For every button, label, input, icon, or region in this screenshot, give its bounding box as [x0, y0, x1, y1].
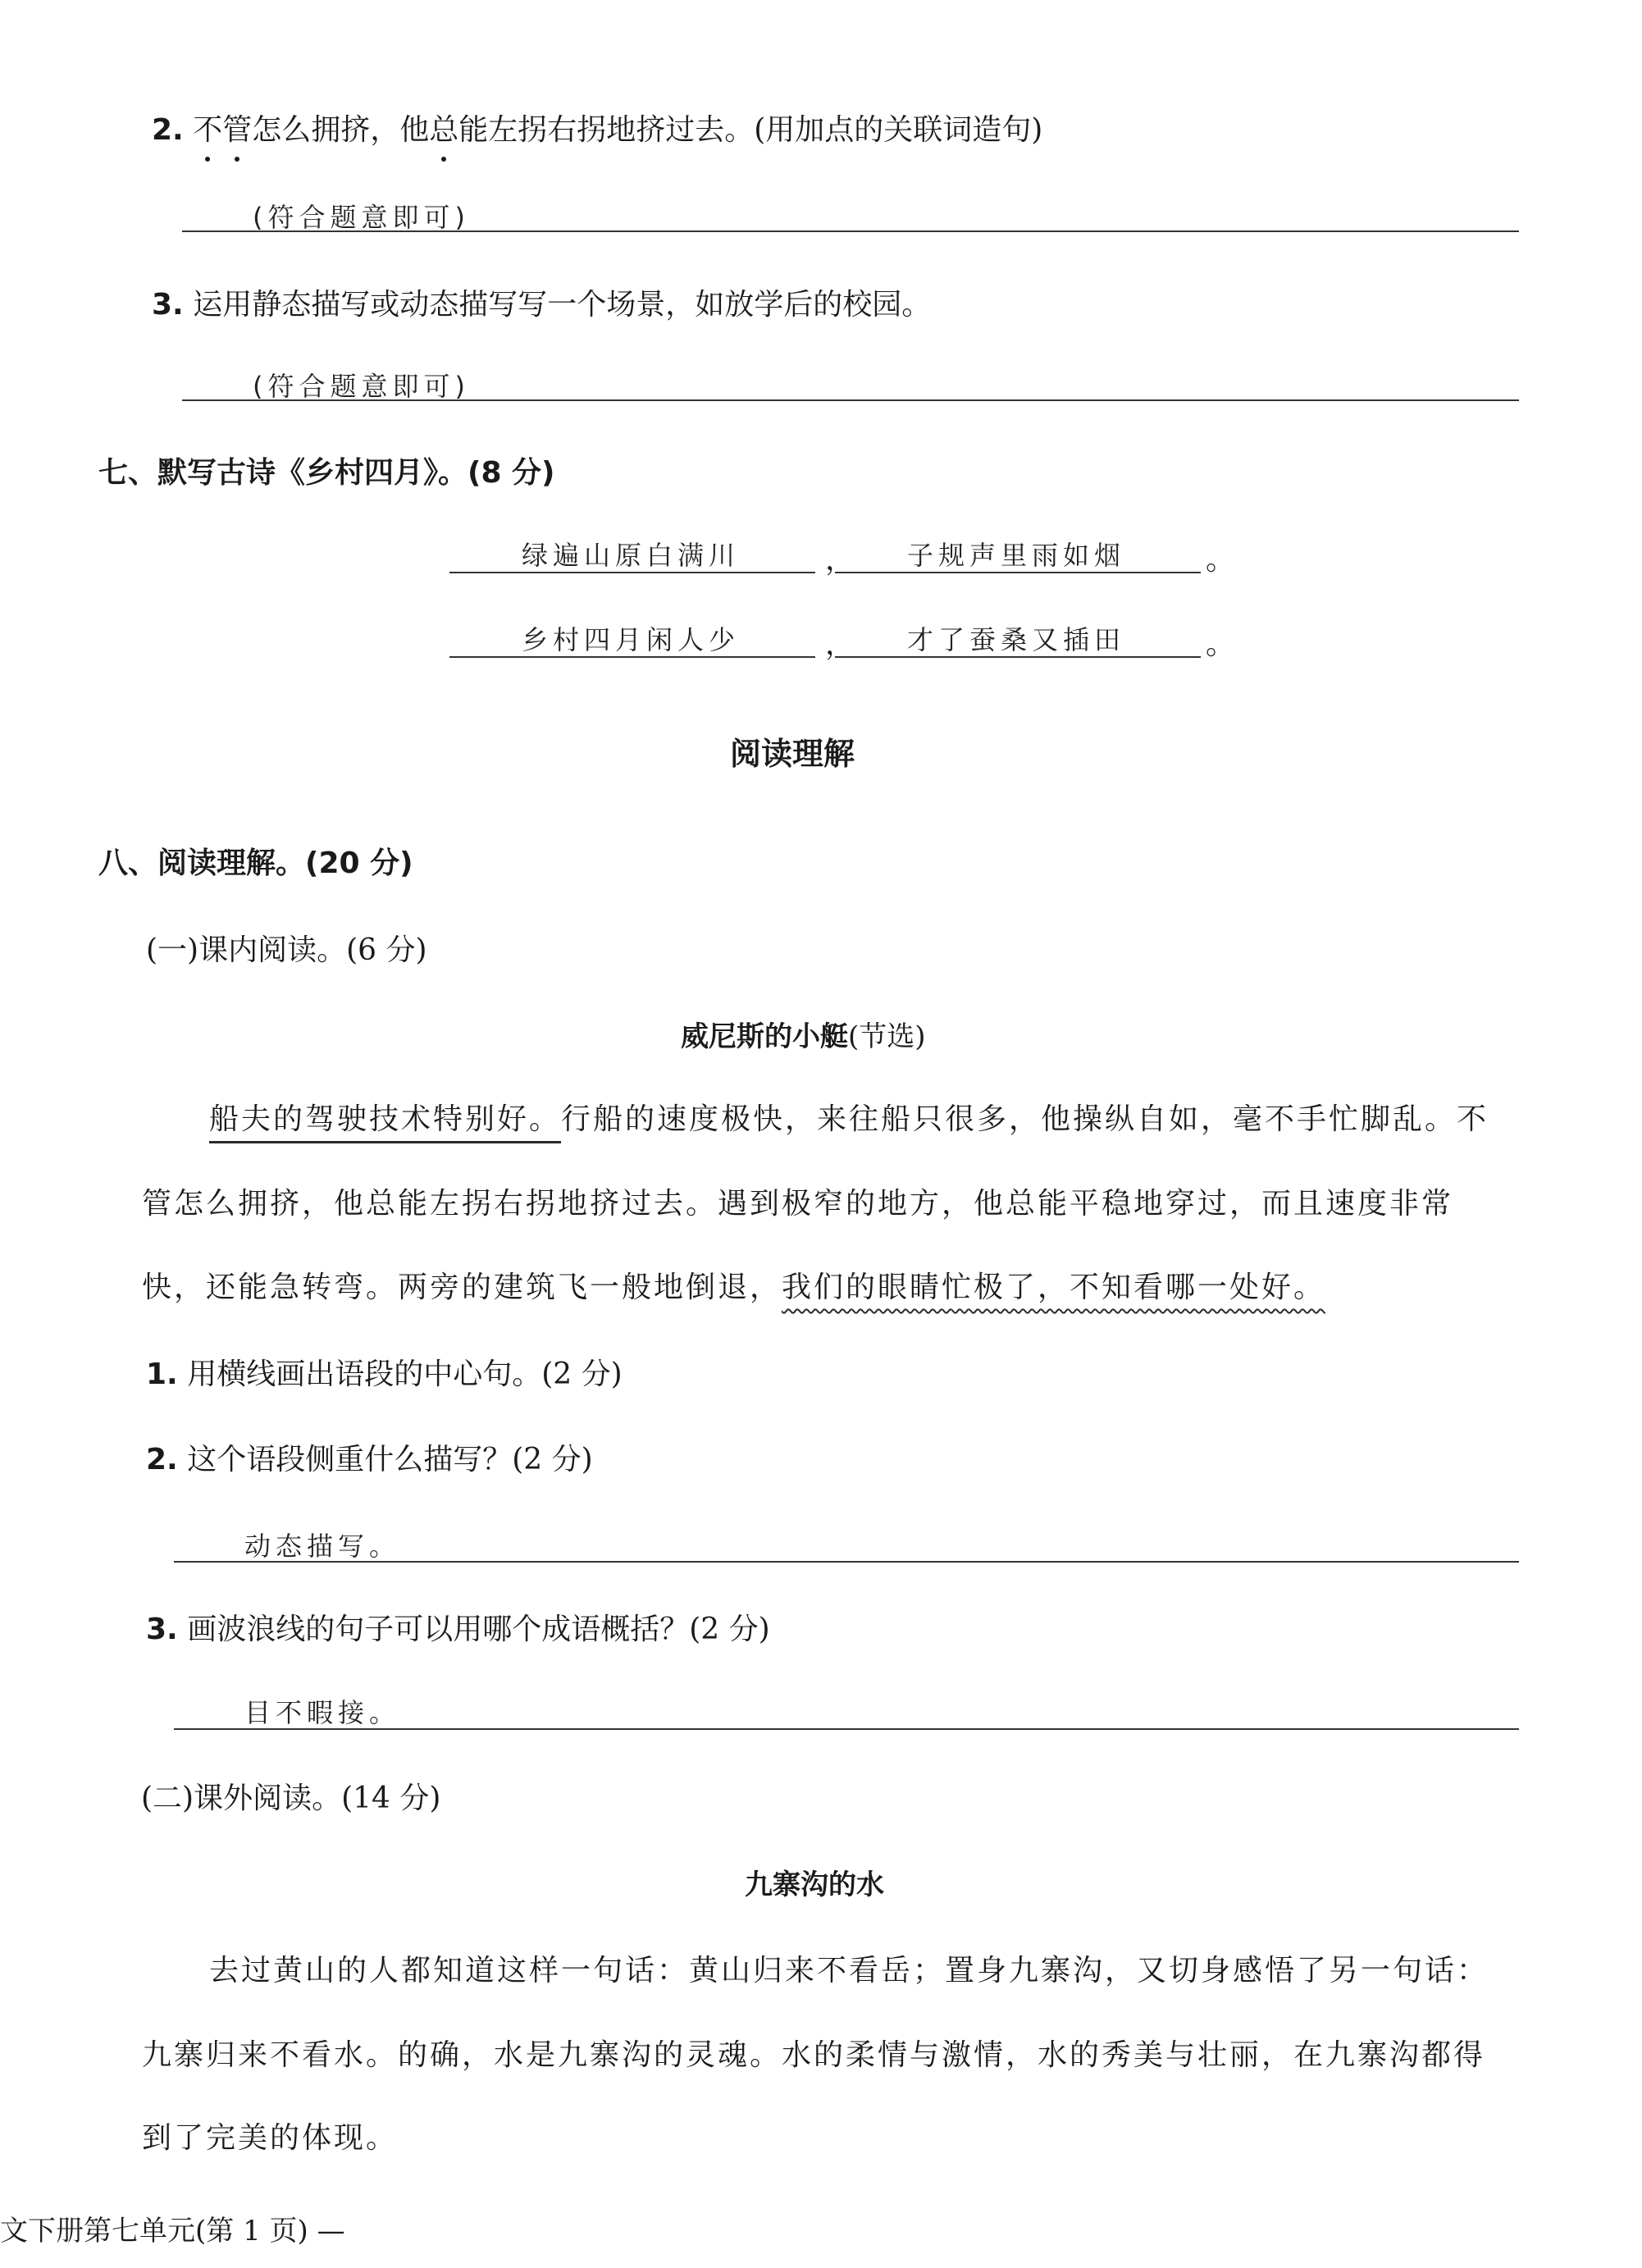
poem-line-1b: 子规声里雨如烟: [907, 540, 1126, 571]
question-2-prompt: [152, 107, 1042, 148]
question-text: 怎么拥挤，他: [252, 113, 430, 147]
answer-line: [182, 230, 1519, 232]
question-number: 1.: [146, 1358, 178, 1391]
outside-heading: (二)课外阅读。(14 分): [141, 1782, 441, 1815]
passage-line-2: 九寨归来不看水。的确，水是九寨沟的灵魂。水的柔情与激情，水的秀美与壮丽，在九寨沟都得: [142, 2038, 1486, 2072]
answer-line: [174, 1561, 1519, 1563]
page-footer: 文下册第七单元(第 1 页) —: [0, 2215, 345, 2247]
dotted-char: 不: [193, 107, 222, 148]
question-text: 画波浪线的句子可以用哪个成语概括？(2 分): [187, 1613, 770, 1646]
passage-title-text: 威尼斯的小艇: [681, 1020, 848, 1053]
poem-comma: ，: [825, 543, 855, 577]
passage-line-3: 到了完美的体现。: [142, 2121, 399, 2155]
dotted-char: 总: [429, 107, 458, 148]
answer-line: [174, 1728, 1519, 1730]
question-number: 2.: [152, 113, 184, 147]
question-number: 3.: [146, 1613, 178, 1646]
answer-handwritten: (符合题意即可): [253, 202, 470, 233]
passage-text: 快，还能急转弯。两旁的建筑飞一般地倒退，: [142, 1271, 782, 1304]
poem-fill-line: [449, 656, 815, 658]
answer-line: [182, 399, 1519, 401]
passage-line-1: [209, 1096, 1489, 1138]
passage-line-2: 管怎么拥挤，他总能左拐右拐地挤过去。遇到极窄的地方，他总能平稳地穿过，而且速度非常: [142, 1187, 1454, 1221]
question-number: 2.: [146, 1443, 178, 1476]
passage-title-note: (节选): [848, 1020, 926, 1053]
poem-period: 。: [1206, 627, 1236, 661]
passage-title: 九寨沟的水: [745, 1869, 884, 1901]
passage-line-1: 去过黄山的人都知道这样一句话：黄山归来不看岳；置身九寨沟，又切身感悟了另一句话：: [209, 1954, 1489, 1987]
poem-line-2a: 乡村四月闲人少: [522, 624, 741, 655]
poem-fill-line: [835, 656, 1201, 658]
poem-comma: ，: [825, 627, 855, 661]
reading-question-2: [146, 1436, 593, 1478]
question-text: 这个语段侧重什么描写？(2 分): [187, 1443, 593, 1476]
answer-handwritten: 目不暇接。: [244, 1697, 401, 1728]
passage-text: 行船的速度极快，来往船只很多，他操纵自如，毫不手忙脚乱。不: [561, 1102, 1489, 1136]
passage-line-3: [142, 1264, 1325, 1306]
answer-handwritten: 动态描写。: [244, 1531, 401, 1562]
question-3-prompt: [152, 281, 931, 323]
in-class-heading: (一)课内阅读。(6 分): [146, 933, 427, 967]
poem-line-2b: 才了蚕桑又插田: [907, 624, 1126, 655]
reading-banner: 阅读理解: [730, 736, 855, 772]
section-7-heading: 七、默写古诗《乡村四月》。(8 分): [98, 456, 555, 490]
section-8-heading: 八、阅读理解。(20 分): [98, 847, 413, 880]
reading-question-3: [146, 1606, 770, 1648]
poem-line-1a: 绿遍山原白满川: [522, 540, 741, 571]
question-text: 能左拐右拐地挤过去。(用加点的关联词造句): [458, 113, 1043, 147]
dotted-char: 管: [222, 107, 252, 148]
reading-question-1: [146, 1351, 623, 1393]
underlined-central-sentence: 船夫的驾驶技术特别好。: [209, 1102, 561, 1143]
wavy-underlined-sentence: 我们的眼睛忙极了，不知看哪一处好。: [782, 1271, 1326, 1304]
poem-fill-line: [835, 572, 1201, 573]
answer-handwritten: (符合题意即可): [253, 371, 470, 402]
passage-title: [681, 1014, 926, 1054]
question-number: 3.: [152, 288, 184, 322]
poem-period: 。: [1206, 543, 1236, 577]
question-text: 运用静态描写或动态描写写一个场景，如放学后的校园。: [193, 288, 932, 322]
poem-fill-line: [449, 572, 815, 573]
question-text: 用横线画出语段的中心句。(2 分): [187, 1358, 623, 1391]
